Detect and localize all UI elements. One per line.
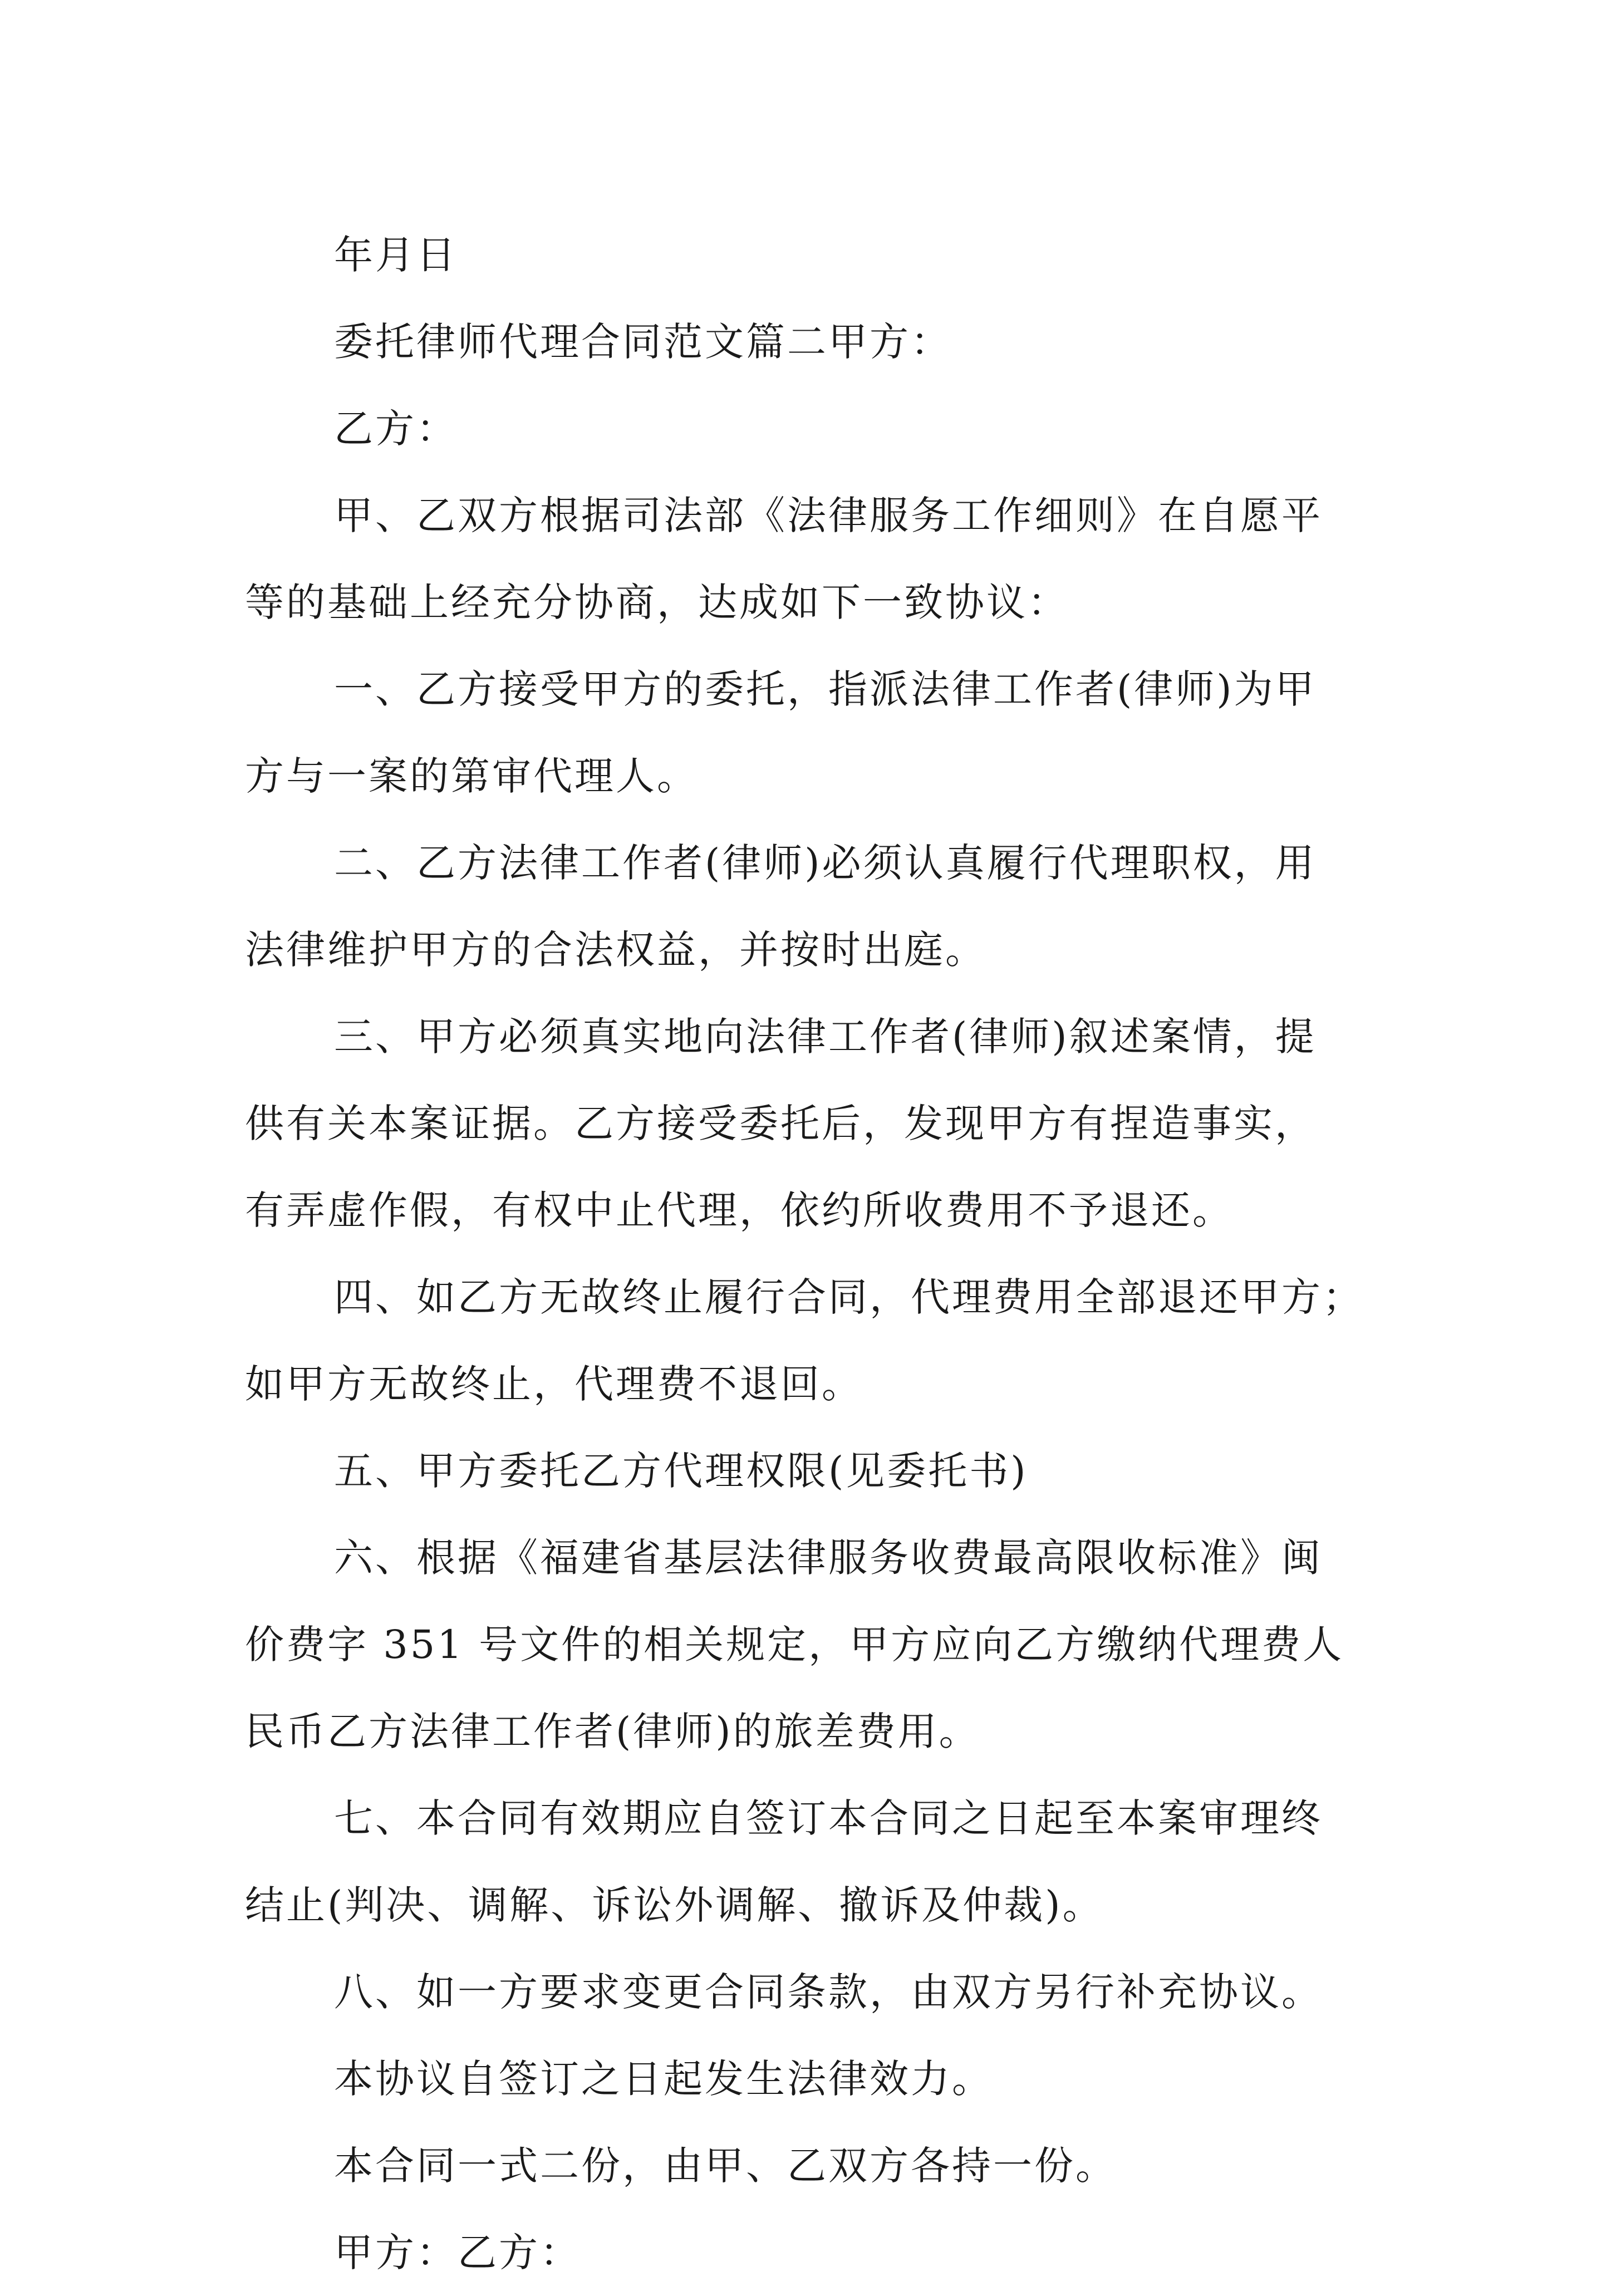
clause-8-line-1: 八、如一方要求变更合同条款，由双方另行补充协议。 <box>334 1969 1323 2015</box>
contract-text <box>245 212 1381 2296</box>
preamble-line-1: 甲、乙双方根据司法部《法律服务工作细则》在自愿平 <box>334 493 1323 538</box>
clause-1-line-1: 一、乙方接受甲方的委托，指派法律工作者(律师)为甲 <box>334 666 1317 712</box>
clause-6-line-1: 六、根据《福建省基层法律服务收费最高限收标准》闽 <box>334 1535 1323 1581</box>
copies-line: 本合同一式二份，由甲、乙双方各持一份。 <box>334 2143 1117 2189</box>
party-b-line: 乙方： <box>334 406 458 452</box>
clause-4-line-1: 四、如乙方无故终止履行合同，代理费用全部退还甲方； <box>334 1274 1364 1320</box>
clause-2-line-1: 二、乙方法律工作者(律师)必须认真履行代理职权，用 <box>334 840 1317 886</box>
section-heading-line: 委托律师代理合同范文篇二甲方： <box>334 319 952 365</box>
clause-6-line-3: 民币乙方法律工作者(律师)的旅差费用。 <box>245 1709 980 1754</box>
preamble-line-2: 等的基础上经充分协商，达成如下一致协议： <box>245 580 1069 625</box>
effect-line: 本协议自签订之日起发生法律效力。 <box>334 2056 993 2102</box>
clause-5-line-1: 五、甲方委托乙方代理权限(见委托书) <box>334 1448 1028 1494</box>
clause-2-line-2: 法律维护甲方的合法权益，并按时出庭。 <box>245 927 986 973</box>
clause-4-line-2: 如甲方无故终止，代理费不退回。 <box>245 1361 863 1407</box>
clause-3-line-3: 有弄虚作假，有权中止代理，依约所收费用不予退还。 <box>245 1188 1234 1233</box>
clause-3-line-2: 供有关本案证据。乙方接受委托后，发现甲方有捏造事实， <box>245 1101 1316 1146</box>
clause-7-line-2: 结止(判决、调解、诉讼外调解、撤诉及仲裁)。 <box>245 1882 1104 1928</box>
clause-1-line-2: 方与一案的第审代理人。 <box>245 753 698 799</box>
date-line: 年月日 <box>334 232 458 278</box>
clause-7-line-1: 七、本合同有效期应自签订本合同之日起至本案审理终 <box>334 1795 1323 1841</box>
signature-line: 甲方：乙方： <box>334 2230 581 2275</box>
clause-3-line-1: 三、甲方必须真实地向法律工作者(律师)叙述案情，提 <box>334 1014 1317 1059</box>
clause-6-line-2: 价费字 351 号文件的相关规定，甲方应向乙方缴纳代理费人 <box>245 1622 1344 1667</box>
